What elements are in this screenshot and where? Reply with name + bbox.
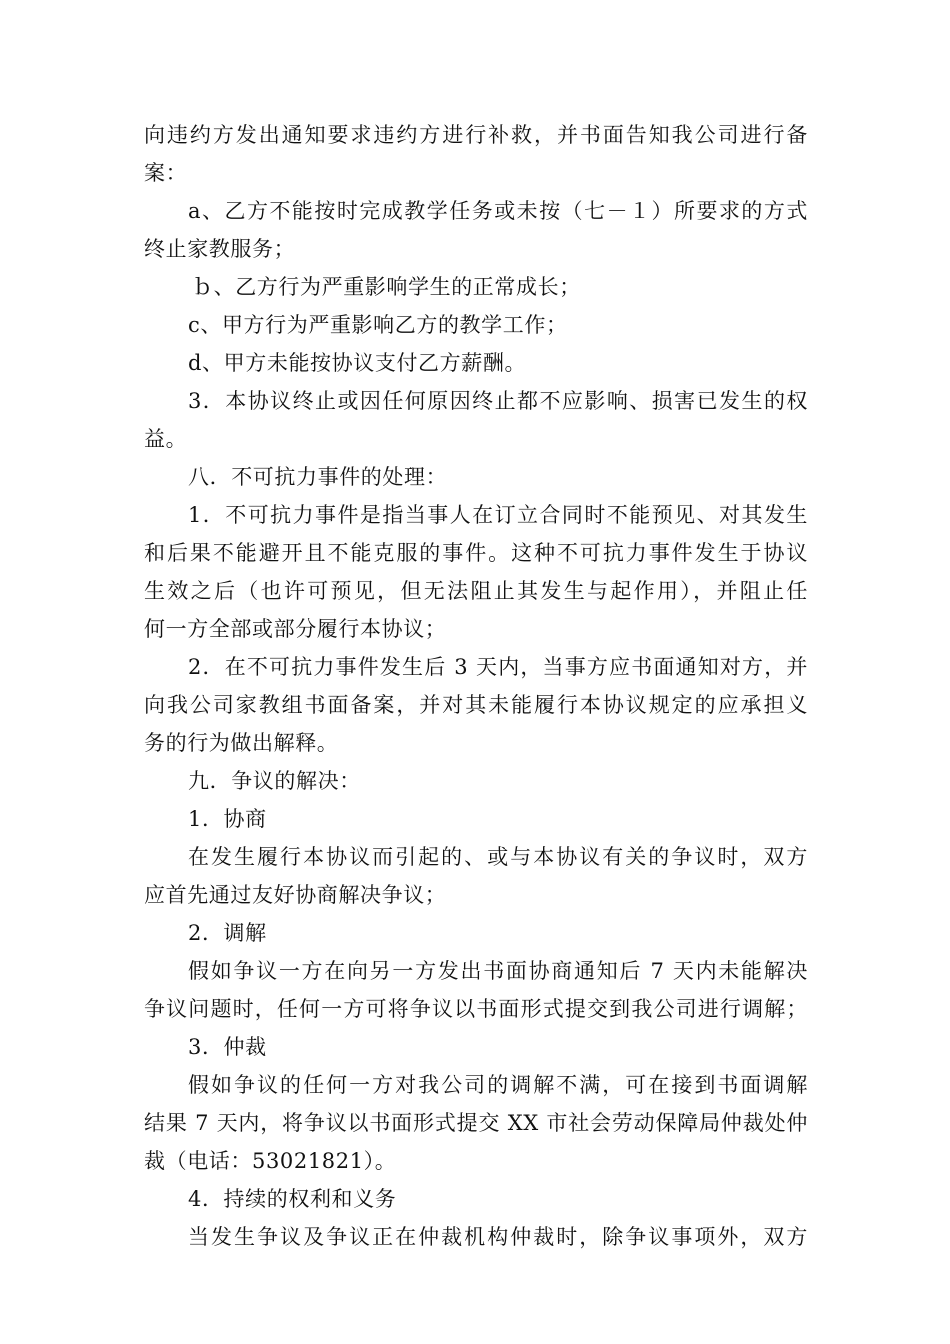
list-item-a: a、乙方不能按时完成教学任务或未按（七－１）所要求的方式 [188, 199, 808, 223]
paragraph-line: 当发生争议及争议正在仲裁机构仲裁时，除争议事项外，双方 [188, 1225, 808, 1249]
paragraph-line: 案： [144, 161, 188, 185]
list-item-b: ｂ、乙方行为严重影响学生的正常成长； [192, 275, 581, 299]
paragraph-line: 向我公司家教组书面备案，并对其未能履行本协议规定的应承担义 [144, 693, 808, 717]
subheading-arbitration: 3．仲裁 [188, 1035, 267, 1059]
paragraph-line: 结果 7 天内，将争议以书面形式提交 XX 市社会劳动保障局仲裁处仲 [144, 1111, 808, 1135]
subheading-mediation: 2．调解 [188, 921, 267, 945]
subheading-negotiation: 1．协商 [188, 807, 267, 831]
document-body [144, 116, 808, 1256]
paragraph-line: 务的行为做出解释。 [144, 731, 339, 755]
list-item-c: c、甲方行为严重影响乙方的教学工作； [188, 313, 568, 337]
paragraph-line: 应首先通过友好协商解决争议； [144, 883, 447, 907]
paragraph-line: 终止家教服务； [144, 237, 296, 261]
clause-3: 3．本协议终止或因任何原因终止都不应影响、损害已发生的权 [188, 389, 808, 413]
paragraph-line: 益。 [144, 427, 188, 451]
paragraph-line: 假如争议一方在向另一方发出书面协商通知后 7 天内未能解决 [188, 959, 808, 983]
section-heading-force-majeure: 八．不可抗力事件的处理： [188, 465, 448, 489]
paragraph-line: 在发生履行本协议而引起的、或与本协议有关的争议时，双方 [188, 845, 808, 869]
paragraph-line: 和后果不能避开且不能克服的事件。这种不可抗力事件发生于协议 [144, 541, 808, 565]
paragraph-line: 向违约方发出通知要求违约方进行补救，并书面告知我公司进行备 [144, 123, 808, 147]
paragraph-line: 裁（电话：53021821）。 [144, 1149, 397, 1173]
paragraph-line: 何一方全部或部分履行本协议； [144, 617, 447, 641]
clause-1: 1．不可抗力事件是指当事人在订立合同时不能预见、对其发生 [188, 503, 808, 527]
subheading-continuing-rights: 4．持续的权利和义务 [188, 1187, 397, 1211]
paragraph-line: 生效之后（也许可预见，但无法阻止其发生与起作用），并阻止任 [144, 579, 808, 603]
section-heading-dispute: 九．争议的解决： [188, 769, 361, 793]
paragraph-line: 假如争议的任何一方对我公司的调解不满，可在接到书面调解 [188, 1073, 808, 1097]
list-item-d: d、甲方未能按协议支付乙方薪酬。 [188, 351, 527, 375]
paragraph-line: 争议问题时，任何一方可将争议以书面形式提交到我公司进行调解； [144, 997, 808, 1021]
clause-2: 2．在不可抗力事件发生后 3 天内，当事方应书面通知对方，并 [188, 655, 808, 679]
